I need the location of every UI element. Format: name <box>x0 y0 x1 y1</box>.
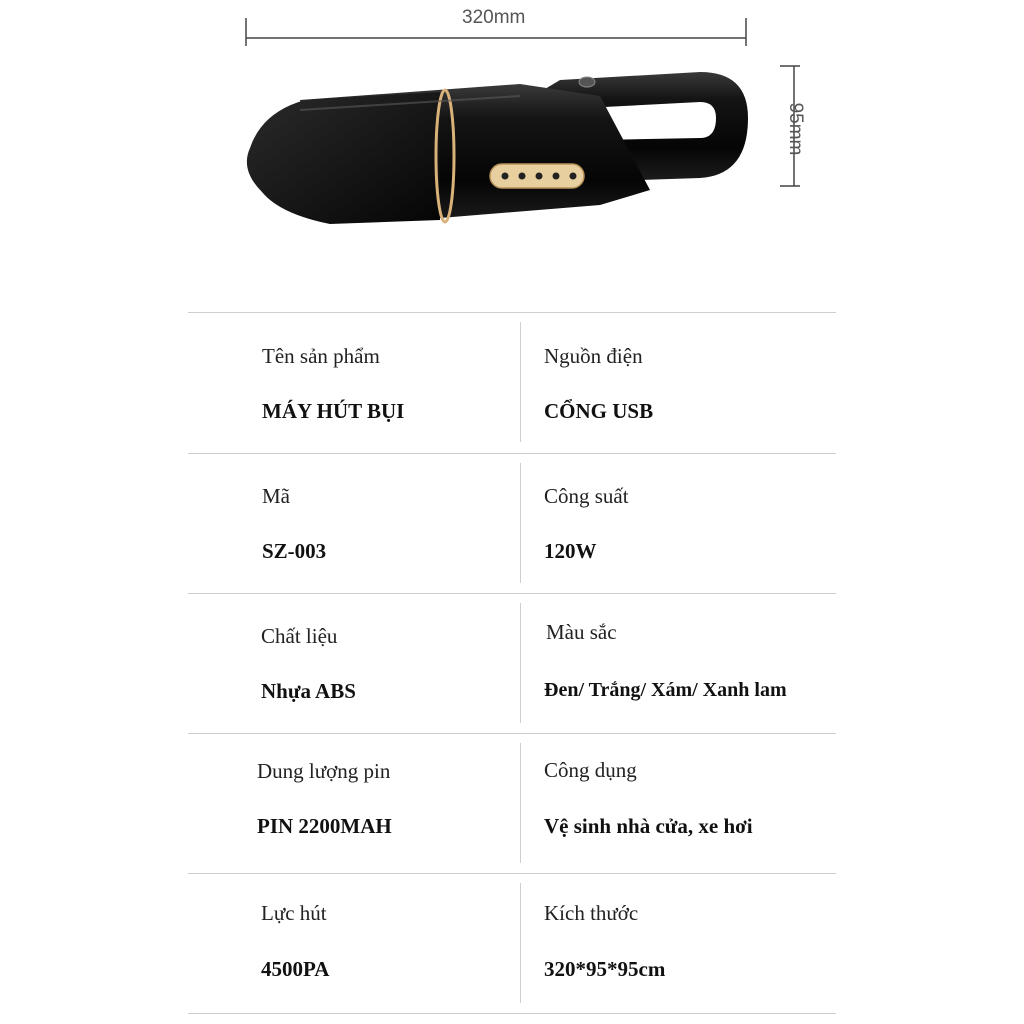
power-button-icon <box>579 77 595 87</box>
column-divider <box>520 463 521 583</box>
spec-label-usage: Công dụng <box>544 758 637 782</box>
row-divider <box>188 733 836 734</box>
spec-label-size: Kích thước <box>544 901 639 925</box>
spec-label-color: Màu sắc <box>546 620 617 644</box>
column-divider <box>520 603 521 723</box>
spec-label-power-source: Nguồn điện <box>544 344 643 368</box>
vacuum-nozzle <box>247 92 440 224</box>
row-divider <box>188 1013 836 1014</box>
row-divider <box>188 873 836 874</box>
spec-value-battery: PIN 2200MAH <box>257 814 392 838</box>
spec-value-power: 120W <box>544 539 597 563</box>
product-image <box>0 0 1024 300</box>
spec-label-model: Mã <box>262 484 290 508</box>
spec-value-product-name: MÁY HÚT BỤI <box>262 399 405 423</box>
width-dimension-label: 320mm <box>462 7 526 28</box>
spec-value-color: Đen/ Trắng/ Xám/ Xanh lam <box>544 679 787 701</box>
spec-value-size: 320*95*95cm <box>544 957 666 981</box>
column-divider <box>520 883 521 1003</box>
spec-label-suction: Lực hút <box>261 901 327 925</box>
spec-value-material: Nhựa ABS <box>261 679 356 703</box>
row-divider <box>188 593 836 594</box>
column-divider <box>520 743 521 863</box>
spec-value-power-source: CỔNG USB <box>544 399 654 423</box>
spec-value-model: SZ-003 <box>262 539 327 563</box>
spec-label-product-name: Tên sản phẩm <box>262 344 380 368</box>
height-dimension-label: 95mm <box>785 102 806 156</box>
spec-value-suction: 4500PA <box>261 957 330 981</box>
spec-label-power: Công suất <box>544 484 629 508</box>
row-divider <box>188 453 836 454</box>
row-divider <box>188 312 836 313</box>
vacuum-illustration <box>0 0 1024 300</box>
spec-label-battery: Dung lượng pin <box>257 759 391 783</box>
spec-label-material: Chất liệu <box>261 624 338 648</box>
column-divider <box>520 322 521 442</box>
spec-value-usage: Vệ sinh nhà cửa, xe hơi <box>544 814 753 838</box>
